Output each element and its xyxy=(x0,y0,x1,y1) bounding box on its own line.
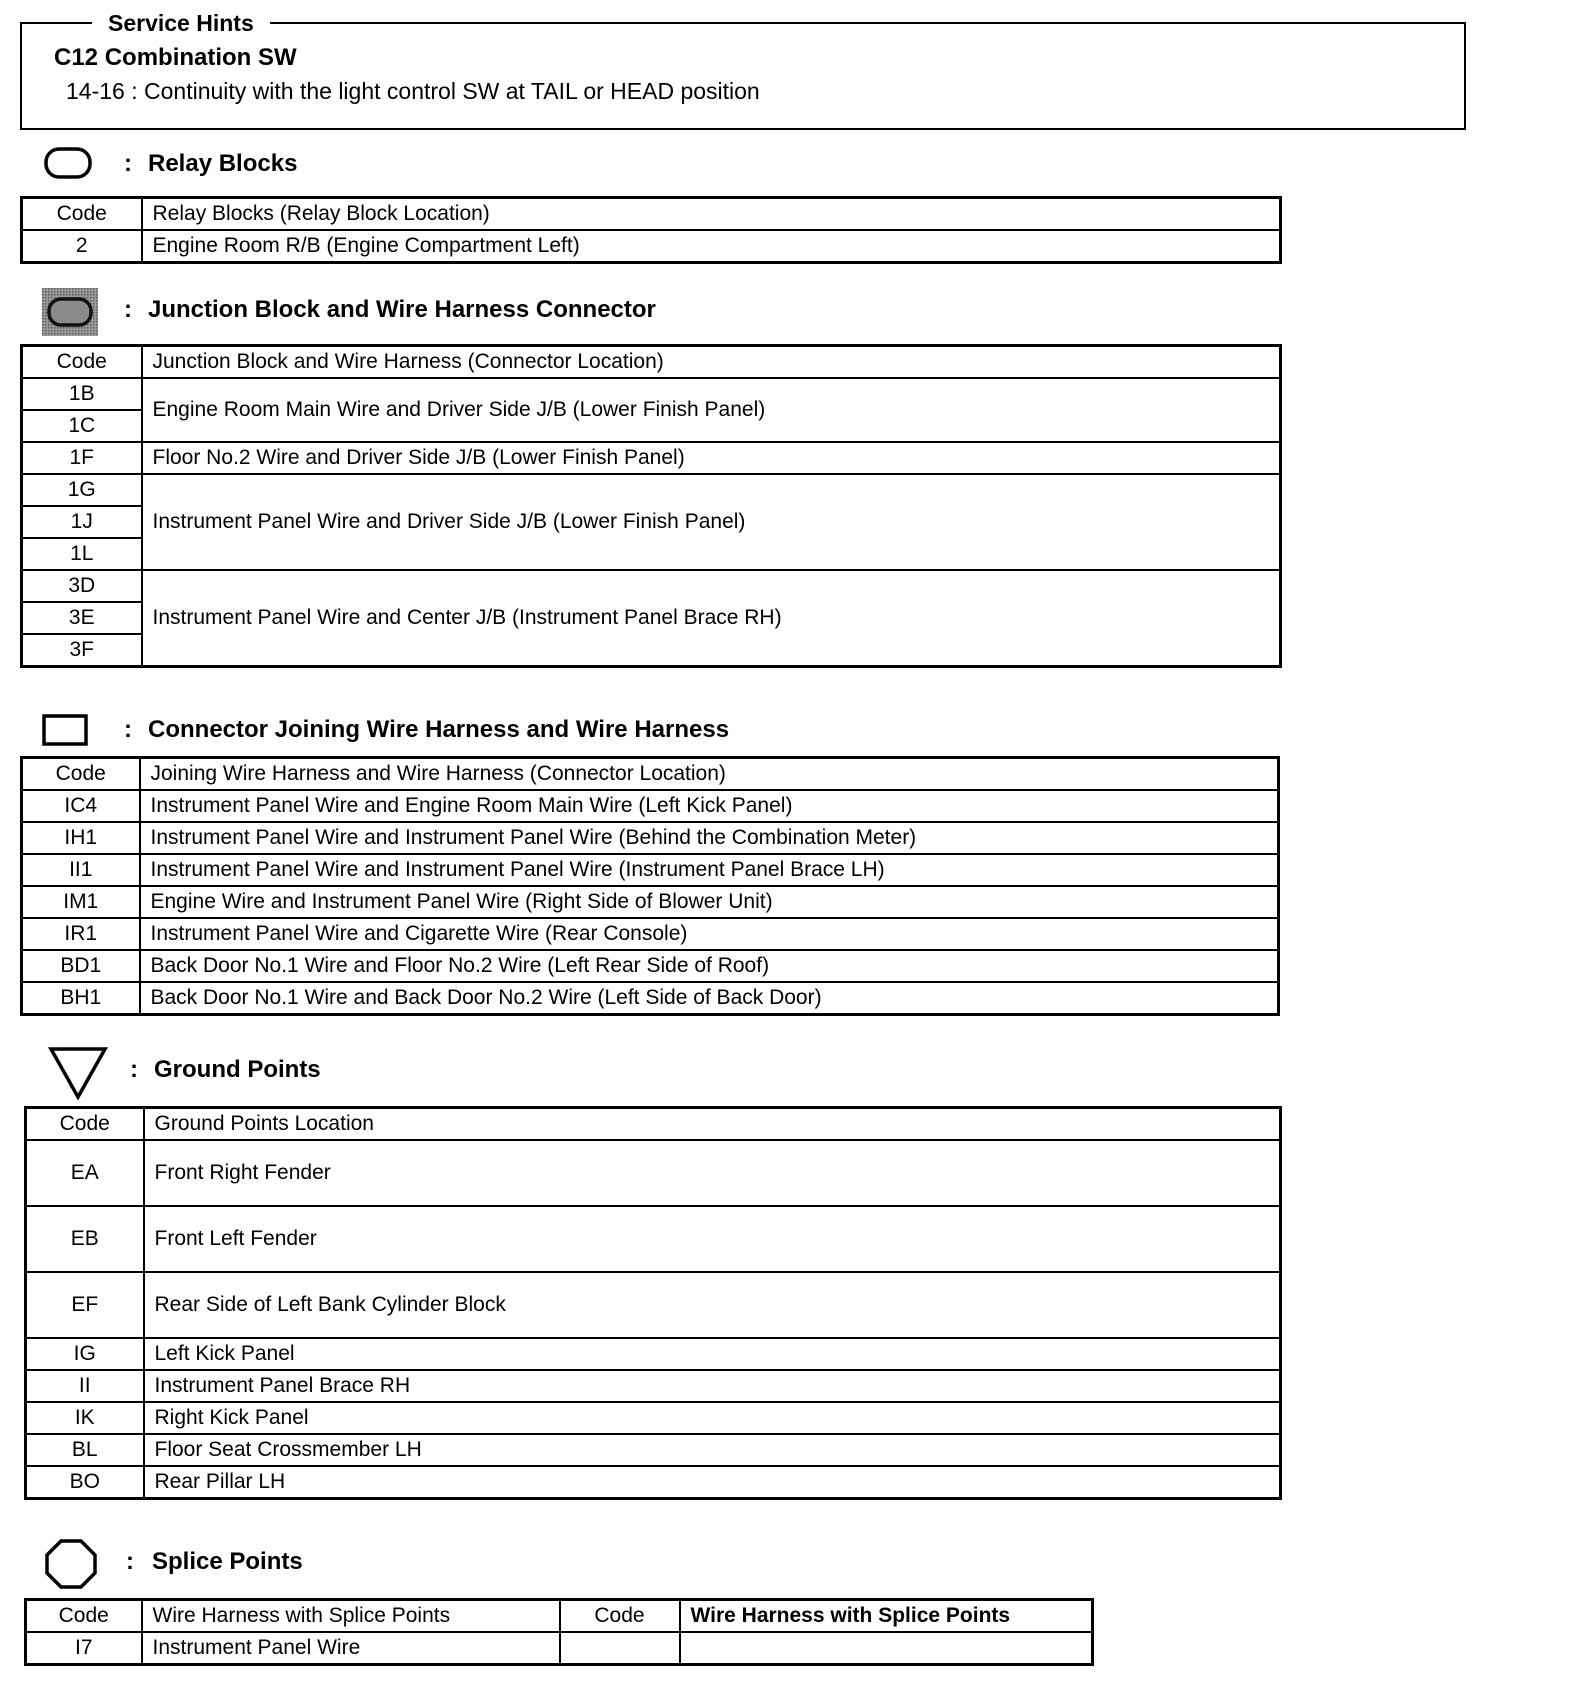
desc-cell: Right Kick Panel xyxy=(144,1402,1281,1434)
header-desc-2: Wire Harness with Splice Points xyxy=(680,1600,1093,1633)
table-row xyxy=(22,474,1281,506)
desc-cell: Floor Seat Crossmember LH xyxy=(144,1434,1281,1466)
code-cell: IK xyxy=(26,1402,144,1434)
header-desc: Junction Block and Wire Harness (Connector Location) xyxy=(142,346,1281,379)
desc-cell: Instrument Panel Wire and Engine Room Main Wire (Left Kick Panel) xyxy=(140,790,1279,822)
desc-cell: Rear Pillar LH xyxy=(144,1466,1281,1499)
table-row xyxy=(22,822,1279,854)
desc-cell: Front Left Fender xyxy=(144,1206,1281,1272)
desc-cell: Front Right Fender xyxy=(144,1140,1281,1206)
relay-blocks-colon: : xyxy=(124,150,132,177)
code-cell: 1C xyxy=(22,410,142,442)
table-row xyxy=(22,378,1281,410)
header-code: Code xyxy=(22,758,140,791)
table-header-row xyxy=(22,758,1279,791)
desc-cell: Back Door No.1 Wire and Floor No.2 Wire (Left Rear Side of Roof) xyxy=(140,950,1279,982)
desc-cell: Instrument Panel Brace RH xyxy=(144,1370,1281,1402)
code-cell: 2 xyxy=(22,230,142,263)
table-row xyxy=(26,1140,1281,1206)
table-row xyxy=(22,982,1279,1015)
code-cell: I7 xyxy=(26,1632,142,1665)
code-cell: 1L xyxy=(22,538,142,570)
header-code: Code xyxy=(22,198,142,231)
relay-blocks-table xyxy=(20,196,1282,264)
ground-points-table xyxy=(24,1106,1282,1500)
table-row xyxy=(22,950,1279,982)
code-cell: EA xyxy=(26,1140,144,1206)
service-hints-title: C12 Combination SW xyxy=(54,44,297,71)
code-cell: IG xyxy=(26,1338,144,1370)
table-row xyxy=(22,886,1279,918)
header-code-2: Code xyxy=(560,1600,680,1633)
table-row xyxy=(26,1370,1281,1402)
header-desc: Ground Points Location xyxy=(144,1108,1281,1141)
desc-cell: Instrument Panel Wire and Driver Side J/B (Lower Finish Panel) xyxy=(142,474,1281,570)
code-cell: BO xyxy=(26,1466,144,1499)
table-row xyxy=(22,230,1281,263)
desc-cell: Instrument Panel Wire and Instrument Panel Wire (Instrument Panel Brace LH) xyxy=(140,854,1279,886)
table-row xyxy=(26,1402,1281,1434)
splice-points-title: Splice Points xyxy=(152,1548,303,1575)
desc-cell: Rear Side of Left Bank Cylinder Block xyxy=(144,1272,1281,1338)
code-cell: 3D xyxy=(22,570,142,602)
header-desc: Joining Wire Harness and Wire Harness (Connector Location) xyxy=(140,758,1279,791)
relay-blocks-heading xyxy=(44,146,644,190)
code-cell: IR1 xyxy=(22,918,140,950)
code-cell: 1G xyxy=(22,474,142,506)
desc-cell: Back Door No.1 Wire and Back Door No.2 Wire (Left Side of Back Door) xyxy=(140,982,1279,1015)
rounded-rectangle-icon xyxy=(44,146,94,182)
code-cell: IM1 xyxy=(22,886,140,918)
code-cell: EF xyxy=(26,1272,144,1338)
table-header-row xyxy=(22,198,1281,231)
desc-cell: Floor No.2 Wire and Driver Side J/B (Lower Finish Panel) xyxy=(142,442,1281,474)
code-cell: II1 xyxy=(22,854,140,886)
service-hints-box xyxy=(20,10,1466,130)
splice-points-table xyxy=(24,1598,1094,1666)
ground-points-title: Ground Points xyxy=(154,1056,321,1083)
code-cell: BH1 xyxy=(22,982,140,1015)
down-triangle-icon xyxy=(48,1046,108,1100)
table-row xyxy=(22,790,1279,822)
shaded-rounded-rectangle-icon xyxy=(42,288,98,336)
code-cell: 1F xyxy=(22,442,142,474)
table-row xyxy=(26,1632,1093,1665)
table-row xyxy=(22,570,1281,602)
code-cell: BD1 xyxy=(22,950,140,982)
octagon-icon xyxy=(44,1538,98,1590)
header-code: Code xyxy=(26,1600,142,1633)
table-header-row xyxy=(26,1600,1093,1633)
service-hints-line: 14-16 : Continuity with the light control SW at TAIL or HEAD position xyxy=(66,78,760,104)
junction-blocks-table xyxy=(20,344,1282,668)
desc-cell: Engine Wire and Instrument Panel Wire (Right Side of Blower Unit) xyxy=(140,886,1279,918)
splice-points-heading xyxy=(44,1538,644,1592)
junction-blocks-title: Junction Block and Wire Harness Connector xyxy=(148,296,656,323)
connectors-title: Connector Joining Wire Harness and Wire Harness xyxy=(148,716,730,743)
table-row xyxy=(26,1338,1281,1370)
splice-points-colon: : xyxy=(126,1548,134,1575)
desc-cell: Engine Room Main Wire and Driver Side J/B (Lower Finish Panel) xyxy=(142,378,1281,442)
table-row xyxy=(26,1466,1281,1499)
table-row xyxy=(22,918,1279,950)
table-row xyxy=(26,1206,1281,1272)
code-cell: EB xyxy=(26,1206,144,1272)
code-cell-2 xyxy=(560,1632,680,1665)
desc-cell: Instrument Panel Wire and Center J/B (Instrument Panel Brace RH) xyxy=(142,570,1281,667)
ground-points-colon: : xyxy=(130,1056,138,1083)
code-cell: 1B xyxy=(22,378,142,410)
code-cell: II xyxy=(26,1370,144,1402)
header-desc: Relay Blocks (Relay Block Location) xyxy=(142,198,1281,231)
connectors-colon: : xyxy=(124,716,132,743)
junction-blocks-heading xyxy=(42,288,842,332)
table-header-row xyxy=(26,1108,1281,1141)
desc-cell: Instrument Panel Wire and Cigarette Wire (Rear Console) xyxy=(140,918,1279,950)
table-row xyxy=(22,854,1279,886)
table-row xyxy=(26,1434,1281,1466)
desc-cell: Left Kick Panel xyxy=(144,1338,1281,1370)
header-desc: Wire Harness with Splice Points xyxy=(142,1600,560,1633)
connectors-table xyxy=(20,756,1280,1016)
ground-points-heading xyxy=(48,1046,648,1102)
code-cell: IH1 xyxy=(22,822,140,854)
connectors-heading xyxy=(42,712,842,756)
table-header-row xyxy=(22,346,1281,379)
code-cell: 3F xyxy=(22,634,142,667)
rectangle-icon xyxy=(42,712,90,748)
desc-cell: Instrument Panel Wire and Instrument Panel Wire (Behind the Combination Meter) xyxy=(140,822,1279,854)
header-code: Code xyxy=(26,1108,144,1141)
table-row xyxy=(22,442,1281,474)
code-cell: IC4 xyxy=(22,790,140,822)
table-row xyxy=(26,1272,1281,1338)
desc-cell: Instrument Panel Wire xyxy=(142,1632,560,1665)
header-code: Code xyxy=(22,346,142,379)
code-cell: 3E xyxy=(22,602,142,634)
junction-blocks-colon: : xyxy=(124,296,132,323)
desc-cell: Engine Room R/B (Engine Compartment Left) xyxy=(142,230,1281,263)
desc-cell-2 xyxy=(680,1632,1093,1665)
relay-blocks-title: Relay Blocks xyxy=(148,150,298,177)
code-cell: 1J xyxy=(22,506,142,538)
code-cell: BL xyxy=(26,1434,144,1466)
service-hints-legend: Service Hints xyxy=(92,10,270,37)
